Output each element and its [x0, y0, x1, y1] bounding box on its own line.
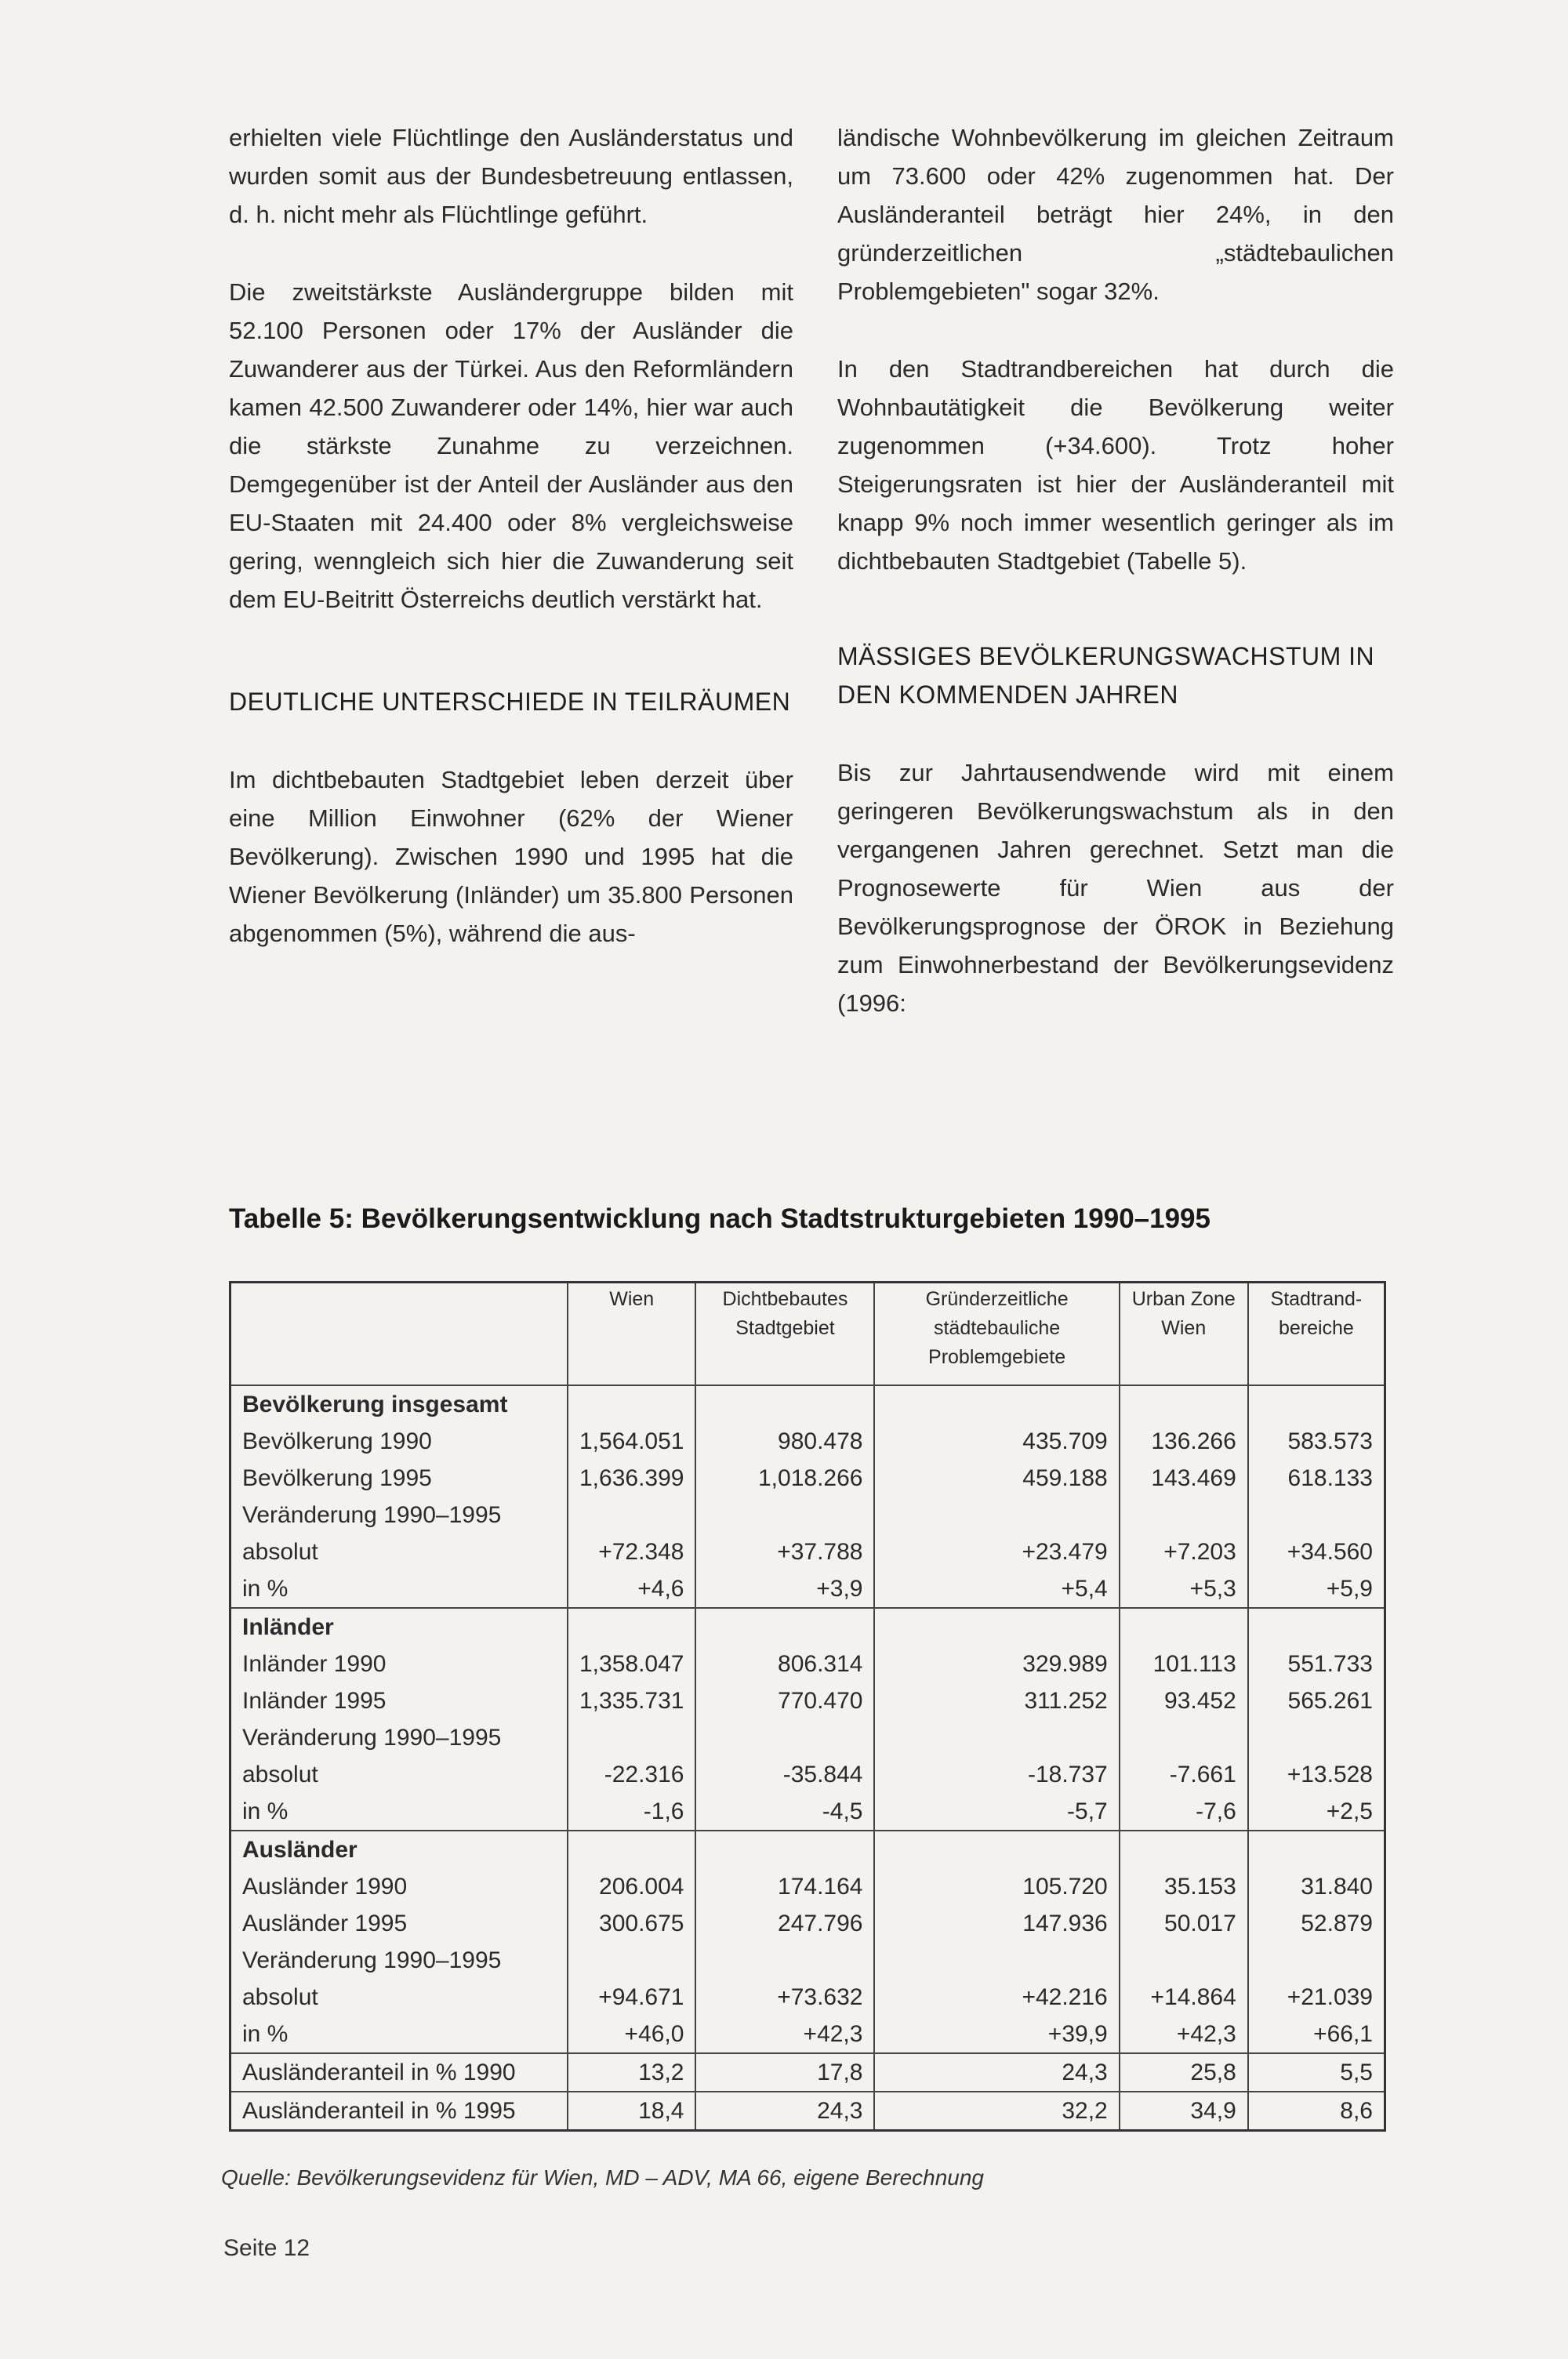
left-section-heading: DEUTLICHE UNTERSCHIEDE IN TEILRÄUMEN: [229, 688, 791, 716]
table-cell: 565.261: [1248, 1682, 1385, 1719]
table-cell: +21.039: [1248, 1979, 1385, 2016]
source-note: Quelle: Bevölkerungsevidenz für Wien, MD – ADV, MA 66, eigene Berechnung: [221, 2165, 984, 2190]
row-label: Veränderung 1990–1995: [230, 1942, 568, 1979]
table-cell: 24,3: [695, 2092, 874, 2131]
table-cell: [695, 1719, 874, 1756]
table-row: [230, 1423, 1385, 1460]
table-cell: 34,9: [1120, 2092, 1248, 2131]
table-cell: 583.573: [1248, 1423, 1385, 1460]
table-cell: +4,6: [568, 1570, 695, 1608]
table-cell: [695, 1942, 874, 1979]
table-header-cell: Stadtrand-bereiche: [1248, 1283, 1385, 1386]
table-cell: 18,4: [568, 2092, 695, 2131]
page-number: Seite 12: [223, 2235, 310, 2261]
table-cell: -18.737: [874, 1756, 1119, 1793]
table-cell: 101.113: [1120, 1646, 1248, 1682]
table-cell: [1120, 1831, 1248, 1868]
table-cell: +3,9: [695, 1570, 874, 1608]
table-cell: 435.709: [874, 1423, 1119, 1460]
row-label: in %: [230, 1793, 568, 1831]
table-cell: [874, 1497, 1119, 1533]
table-cell: [695, 1831, 874, 1868]
table-row: [230, 1533, 1385, 1570]
table-header-cell: Gründerzeitliche städtebauliche Problemgebiete: [874, 1283, 1119, 1386]
table-cell: 35.153: [1120, 1868, 1248, 1905]
table-cell: +66,1: [1248, 2016, 1385, 2053]
table-cell: 143.469: [1120, 1460, 1248, 1497]
table-cell: -4,5: [695, 1793, 874, 1831]
right-paragraph-1: ländische Wohnbevölkerung im gleichen Zeitraum um 73.600 oder 42% zugenommen hat. Der Ausländeranteil beträgt hier 24%, in den gründerzeitlichen „städtebaulichen Problemgebieten" sogar 32%.: [837, 124, 1394, 305]
table-cell: [874, 1719, 1119, 1756]
table-cell: [1120, 1385, 1248, 1423]
table-cell: +94.671: [568, 1979, 695, 2016]
table-cell: [568, 1497, 695, 1533]
table-header-cell: Wien: [568, 1283, 695, 1386]
table-cell: 806.314: [695, 1646, 874, 1682]
table-row: [230, 1497, 1385, 1533]
table-cell: 24,3: [874, 2053, 1119, 2092]
table-header-cell: Dichtbebautes Stadtgebiet: [695, 1283, 874, 1386]
row-label: Ausländer 1990: [230, 1868, 568, 1905]
table-row: [230, 2053, 1385, 2092]
population-table: [229, 1281, 1386, 2132]
table-cell: [1248, 1497, 1385, 1533]
table-cell: 105.720: [874, 1868, 1119, 1905]
row-label: absolut: [230, 1979, 568, 2016]
table-cell: 1,636.399: [568, 1460, 695, 1497]
table-cell: 1,335.731: [568, 1682, 695, 1719]
table-cell: -7.661: [1120, 1756, 1248, 1793]
right-paragraph-3: Bis zur Jahrtausendwende wird mit einem geringeren Bevölkerungswachstum als in den vergangenen Jahren gerechnet. Setzt man die Prognosewerte für Wien aus der Bevölkerungsprognose der ÖROK in Beziehung zum Einwohnerbestand der Bevölkerungsevidenz (1996:: [837, 759, 1394, 1017]
table-cell: 5,5: [1248, 2053, 1385, 2092]
table-row: [230, 1756, 1385, 1793]
table-cell: [568, 1831, 695, 1868]
table-cell: [1248, 1942, 1385, 1979]
table-cell: 247.796: [695, 1905, 874, 1942]
table-cell: 31.840: [1248, 1868, 1385, 1905]
table-row: [230, 1682, 1385, 1719]
table-cell: [1248, 1385, 1385, 1423]
left-paragraph-2: Die zweitstärkste Ausländergruppe bilden mit 52.100 Personen oder 17% der Ausländer die Zuwanderer aus der Türkei. Aus den Reformländern kamen 42.500 Zuwanderer oder 14%, hier war auch die stärkste Zunahme zu verzeichnen. Demgegenüber ist der Anteil der Ausländer aus den EU-Staaten mit 24.400 oder 8% vergleichsweise gering, wenngleich sich hier die Zuwanderung seit dem EU-Beitritt Österreichs deutlich verstärkt hat.: [229, 278, 793, 613]
table-header-cell: Urban Zone Wien: [1120, 1283, 1248, 1386]
table-title: Tabelle 5: Bevölkerungsentwicklung nach Stadtstrukturgebieten 1990–1995: [229, 1203, 1210, 1234]
table-cell: +39,9: [874, 2016, 1119, 2053]
table-cell: +7.203: [1120, 1533, 1248, 1570]
table-cell: 52.879: [1248, 1905, 1385, 1942]
table-cell: 618.133: [1248, 1460, 1385, 1497]
row-label: Veränderung 1990–1995: [230, 1497, 568, 1533]
row-label: absolut: [230, 1533, 568, 1570]
left-column: [229, 118, 793, 953]
table-cell: 329.989: [874, 1646, 1119, 1682]
table-cell: 17,8: [695, 2053, 874, 2092]
left-paragraph-1: erhielten viele Flüchtlinge den Ausländerstatus und wurden somit aus der Bundesbetreuung entlassen, d. h. nicht mehr als Flüchtlinge geführt.: [229, 124, 793, 228]
table-cell: +42,3: [695, 2016, 874, 2053]
table-row: [230, 1719, 1385, 1756]
right-section-heading: MÄSSIGES BEVÖLKERUNGSWACHSTUM IN DEN KOMMENDEN JAHREN: [837, 642, 1375, 709]
table-cell: 1,018.266: [695, 1460, 874, 1497]
table-row: [230, 1905, 1385, 1942]
table-cell: [1120, 1942, 1248, 1979]
table-cell: [568, 1942, 695, 1979]
table-cell: [874, 1831, 1119, 1868]
table-cell: 311.252: [874, 1682, 1119, 1719]
row-label: Veränderung 1990–1995: [230, 1719, 568, 1756]
table-cell: -5,7: [874, 1793, 1119, 1831]
table-cell: -22.316: [568, 1756, 695, 1793]
table-cell: [1120, 1497, 1248, 1533]
table-cell: [568, 1608, 695, 1646]
left-paragraph-3: Im dichtbebauten Stadtgebiet leben derzeit über eine Million Einwohner (62% der Wiener Bevölkerung). Zwischen 1990 und 1995 hat die Wiener Bevölkerung (Inländer) um 35.800 Personen abgenommen (5%), während die aus-: [229, 766, 793, 947]
row-label: Bevölkerung 1990: [230, 1423, 568, 1460]
table-header-row: [230, 1283, 1385, 1386]
table-section-row: [230, 1831, 1385, 1868]
table-row: [230, 1646, 1385, 1682]
table-cell: 1,564.051: [568, 1423, 695, 1460]
row-label: Ausländeranteil in % 1990: [230, 2053, 568, 2092]
table-cell: -7,6: [1120, 1793, 1248, 1831]
row-label: Bevölkerung insgesamt: [230, 1385, 568, 1423]
row-label: Inländer 1995: [230, 1682, 568, 1719]
table-cell: [695, 1497, 874, 1533]
table-section-row: [230, 1385, 1385, 1423]
table-cell: +42,3: [1120, 2016, 1248, 2053]
row-label: absolut: [230, 1756, 568, 1793]
table-cell: +23.479: [874, 1533, 1119, 1570]
table-cell: 980.478: [695, 1423, 874, 1460]
right-column: [837, 118, 1394, 1022]
table-cell: +37.788: [695, 1533, 874, 1570]
row-label: Ausländer 1995: [230, 1905, 568, 1942]
row-label: Bevölkerung 1995: [230, 1460, 568, 1497]
table-section-row: [230, 1608, 1385, 1646]
table-cell: +14.864: [1120, 1979, 1248, 2016]
table-cell: +5,9: [1248, 1570, 1385, 1608]
table-cell: [874, 1385, 1119, 1423]
table-cell: 551.733: [1248, 1646, 1385, 1682]
table-header-cell: [230, 1283, 568, 1386]
table-cell: 300.675: [568, 1905, 695, 1942]
table-cell: +5,3: [1120, 1570, 1248, 1608]
table-cell: [874, 1942, 1119, 1979]
row-label: Inländer 1990: [230, 1646, 568, 1682]
table-cell: +73.632: [695, 1979, 874, 2016]
row-label: Ausländer: [230, 1831, 568, 1868]
table-row: [230, 1460, 1385, 1497]
table-cell: +34.560: [1248, 1533, 1385, 1570]
table-cell: +13.528: [1248, 1756, 1385, 1793]
table-row: [230, 1942, 1385, 1979]
table-cell: 93.452: [1120, 1682, 1248, 1719]
table-cell: 147.936: [874, 1905, 1119, 1942]
table-cell: [1120, 1719, 1248, 1756]
table-cell: 459.188: [874, 1460, 1119, 1497]
table-cell: -35.844: [695, 1756, 874, 1793]
table-row: [230, 1979, 1385, 2016]
table-cell: +42.216: [874, 1979, 1119, 2016]
row-label: in %: [230, 2016, 568, 2053]
table-cell: +5,4: [874, 1570, 1119, 1608]
table-cell: 206.004: [568, 1868, 695, 1905]
row-label: in %: [230, 1570, 568, 1608]
table-cell: [874, 1608, 1119, 1646]
table-cell: [568, 1385, 695, 1423]
table-cell: 1,358.047: [568, 1646, 695, 1682]
table-cell: 8,6: [1248, 2092, 1385, 2131]
table-cell: 174.164: [695, 1868, 874, 1905]
table-row: [230, 2016, 1385, 2053]
table-row: [230, 1868, 1385, 1905]
table-cell: -1,6: [568, 1793, 695, 1831]
table-cell: 50.017: [1120, 1905, 1248, 1942]
table-cell: 770.470: [695, 1682, 874, 1719]
table-cell: +72.348: [568, 1533, 695, 1570]
table-cell: [1248, 1608, 1385, 1646]
table-cell: [1120, 1608, 1248, 1646]
table-row: [230, 1570, 1385, 1608]
table-cell: [568, 1719, 695, 1756]
table-cell: 136.266: [1120, 1423, 1248, 1460]
table-cell: 13,2: [568, 2053, 695, 2092]
row-label: Inländer: [230, 1608, 568, 1646]
table-cell: 32,2: [874, 2092, 1119, 2131]
table-cell: +2,5: [1248, 1793, 1385, 1831]
table-cell: [1248, 1831, 1385, 1868]
table-row: [230, 1793, 1385, 1831]
row-label: Ausländeranteil in % 1995: [230, 2092, 568, 2131]
right-paragraph-2: In den Stadtrandbereichen hat durch die Wohnbautätigkeit die Bevölkerung weiter zugenommen (+34.600). Trotz hoher Steigerungsraten ist hier der Ausländeranteil mit knapp 9% noch immer wesentlich geringer als im dichtbebauten Stadtgebiet (Tabelle 5).: [837, 355, 1394, 575]
table-cell: [695, 1385, 874, 1423]
table-cell: [695, 1608, 874, 1646]
table-cell: [1248, 1719, 1385, 1756]
table-cell: +46,0: [568, 2016, 695, 2053]
table-row: [230, 2092, 1385, 2131]
table-cell: 25,8: [1120, 2053, 1248, 2092]
